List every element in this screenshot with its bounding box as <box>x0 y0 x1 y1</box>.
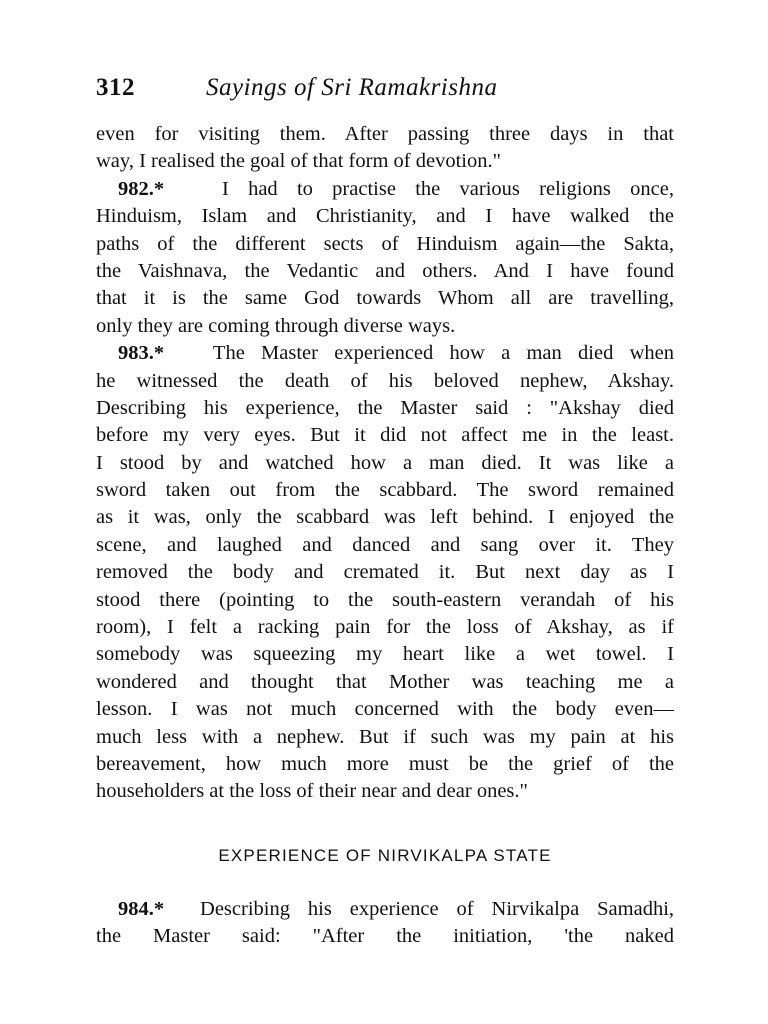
text-line: the Vaishnava, the Vedantic and others. And I have found <box>96 259 674 282</box>
text-line: removed the body and cremated it. But next day as I <box>96 561 674 584</box>
text-line: as it was, only the scabbard was left behind. I enjoyed the <box>96 506 674 529</box>
text-line: Describing his experience of Nirvikalpa Samadhi, <box>200 898 674 920</box>
saying-984-first-line <box>96 896 674 923</box>
text-line: before my very eyes. But it did not affect me in the least. <box>96 424 674 447</box>
body-text <box>96 121 674 806</box>
saying-number-982: 982.* <box>118 177 165 200</box>
text-line: scene, and laughed and danced and sang over it. They <box>96 533 674 556</box>
saying-983-first-line <box>96 340 674 367</box>
text-line: Describing his experience, the Master said : "Akshay died <box>96 396 674 419</box>
text-line: wondered and thought that Mother was teaching me a <box>96 670 674 693</box>
text-line: he witnessed the death of his beloved nephew, Akshay. <box>96 369 674 392</box>
text-line: Hinduism, Islam and Christianity, and I have walked the <box>96 205 674 228</box>
body-text-continued <box>96 896 674 951</box>
text-line: lesson. I was not much concerned with the body even— <box>96 698 674 721</box>
page-number: 312 <box>96 74 135 101</box>
text-line: householders at the loss of their near and dear ones." <box>96 780 528 803</box>
text-line: even for visiting them. After passing three days in that <box>96 123 674 145</box>
text-line: stood there (pointing to the south-eastern verandah of his <box>96 588 674 611</box>
text-line: room), I felt a racking pain for the loss of Akshay, as if <box>96 616 674 639</box>
text-line: sword taken out from the scabbard. The sword remained <box>96 479 674 502</box>
saying-number-984: 984.* <box>118 898 165 920</box>
text-line: I stood by and watched how a man died. It was like a <box>96 451 674 474</box>
running-title: Sayings of Sri Ramakrishna <box>206 74 498 101</box>
text-line: I had to practise the various religions once, <box>221 177 674 200</box>
section-heading: EXPERIENCE OF NIRVIKALPA STATE <box>218 846 552 865</box>
text-line: the Master said: "After the initiation, 'the naked <box>96 925 674 948</box>
text-line: that it is the same God towards Whom all are travelling, <box>96 287 674 310</box>
text-line: only they are coming through diverse ways. <box>96 314 456 337</box>
saying-982-first-line <box>96 176 674 203</box>
text-line: somebody was squeezing my heart like a wet towel. I <box>96 643 674 666</box>
text-line: much less with a nephew. But if such was my pain at his <box>96 725 674 748</box>
saying-number-983: 983.* <box>118 342 165 365</box>
page-header <box>96 74 676 110</box>
text-line: paths of the different sects of Hinduism again—the Sakta, <box>96 232 674 255</box>
text-line: The Master experienced how a man died when <box>212 342 674 365</box>
text-line: way, I realised the goal of that form of devotion." <box>96 150 501 173</box>
text-line: bereavement, how much more must be the grief of the <box>96 752 674 775</box>
